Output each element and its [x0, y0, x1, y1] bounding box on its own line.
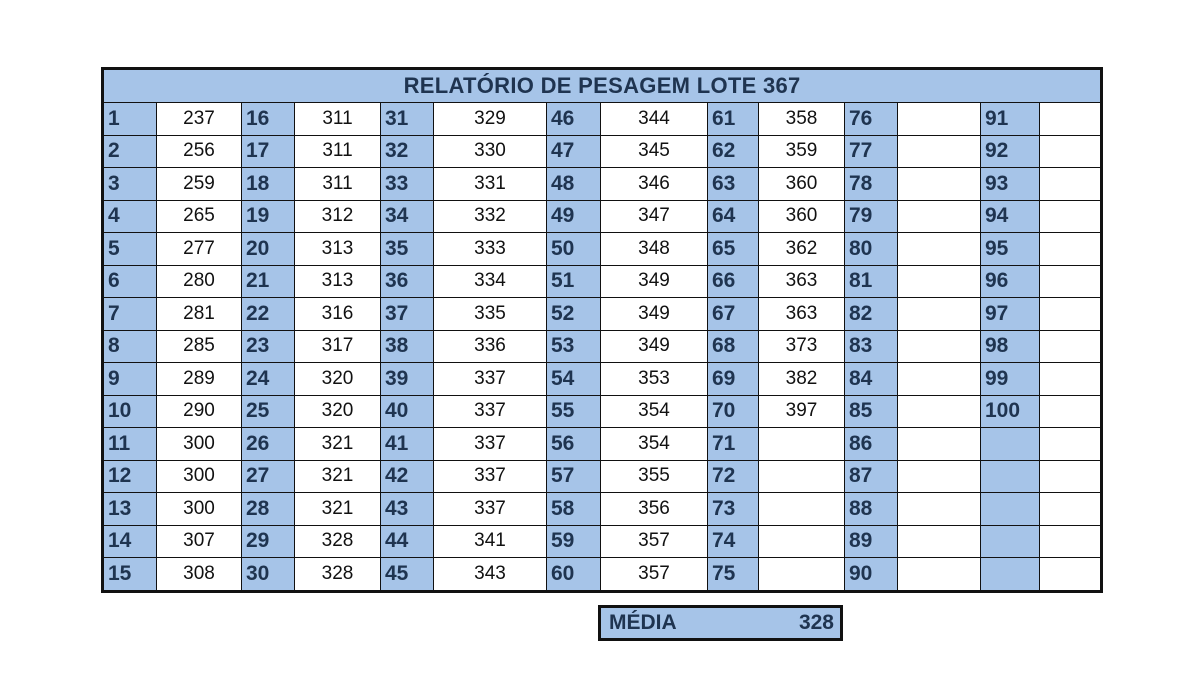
weight-value-cell: [898, 395, 981, 428]
weight-value-cell: 317: [295, 330, 381, 363]
weight-value-cell: 347: [601, 200, 708, 233]
weight-value-cell: 354: [601, 428, 708, 461]
animal-number-cell: 45: [381, 558, 434, 592]
animal-number-cell: 43: [381, 493, 434, 526]
weight-value-cell: 289: [157, 363, 242, 396]
animal-number-cell: [981, 525, 1040, 558]
weight-value-cell: [759, 525, 845, 558]
weight-value-cell: 300: [157, 493, 242, 526]
animal-number-cell: 46: [547, 103, 601, 136]
weight-value-cell: 337: [434, 395, 547, 428]
weight-value-cell: 311: [295, 103, 381, 136]
animal-number-cell: 9: [103, 363, 157, 396]
weight-value-cell: 345: [601, 135, 708, 168]
animal-number-cell: 7: [103, 298, 157, 331]
animal-number-cell: 26: [242, 428, 295, 461]
animal-number-cell: 52: [547, 298, 601, 331]
animal-number-cell: 61: [708, 103, 759, 136]
animal-number-cell: 68: [708, 330, 759, 363]
weight-value-cell: [1040, 460, 1102, 493]
animal-number-cell: 34: [381, 200, 434, 233]
report-body: [103, 103, 1102, 592]
weight-value-cell: 348: [601, 233, 708, 266]
animal-number-cell: 87: [845, 460, 898, 493]
weight-value-cell: 331: [434, 168, 547, 201]
weight-value-cell: [1040, 265, 1102, 298]
animal-number-cell: 8: [103, 330, 157, 363]
animal-number-cell: 16: [242, 103, 295, 136]
animal-number-cell: 79: [845, 200, 898, 233]
animal-number-cell: 82: [845, 298, 898, 331]
animal-number-cell: 33: [381, 168, 434, 201]
weight-value-cell: 320: [295, 363, 381, 396]
weight-value-cell: [898, 363, 981, 396]
animal-number-cell: 37: [381, 298, 434, 331]
weight-value-cell: [759, 558, 845, 592]
table-row: [103, 135, 1102, 168]
weight-value-cell: 357: [601, 558, 708, 592]
weight-value-cell: 332: [434, 200, 547, 233]
animal-number-cell: 54: [547, 363, 601, 396]
animal-number-cell: 6: [103, 265, 157, 298]
weight-value-cell: 285: [157, 330, 242, 363]
animal-number-cell: 39: [381, 363, 434, 396]
weight-value-cell: [898, 558, 981, 592]
average-summary: [598, 605, 843, 641]
animal-number-cell: 2: [103, 135, 157, 168]
animal-number-cell: 66: [708, 265, 759, 298]
animal-number-cell: 19: [242, 200, 295, 233]
animal-number-cell: 93: [981, 168, 1040, 201]
weight-value-cell: [1040, 525, 1102, 558]
animal-number-cell: 18: [242, 168, 295, 201]
animal-number-cell: 47: [547, 135, 601, 168]
animal-number-cell: 63: [708, 168, 759, 201]
animal-number-cell: 53: [547, 330, 601, 363]
animal-number-cell: 31: [381, 103, 434, 136]
animal-number-cell: 80: [845, 233, 898, 266]
weight-value-cell: 373: [759, 330, 845, 363]
animal-number-cell: 10: [103, 395, 157, 428]
animal-number-cell: 22: [242, 298, 295, 331]
animal-number-cell: 25: [242, 395, 295, 428]
animal-number-cell: 40: [381, 395, 434, 428]
animal-number-cell: 83: [845, 330, 898, 363]
animal-number-cell: 75: [708, 558, 759, 592]
weight-value-cell: 329: [434, 103, 547, 136]
average-label: MÉDIA: [609, 611, 677, 634]
weight-value-cell: 337: [434, 428, 547, 461]
animal-number-cell: 12: [103, 460, 157, 493]
animal-number-cell: [981, 558, 1040, 592]
animal-number-cell: 57: [547, 460, 601, 493]
animal-number-cell: 59: [547, 525, 601, 558]
animal-number-cell: 96: [981, 265, 1040, 298]
weight-value-cell: [1040, 168, 1102, 201]
animal-number-cell: 35: [381, 233, 434, 266]
animal-number-cell: 67: [708, 298, 759, 331]
animal-number-cell: 86: [845, 428, 898, 461]
weight-value-cell: 313: [295, 265, 381, 298]
weight-value-cell: 337: [434, 460, 547, 493]
weight-value-cell: 341: [434, 525, 547, 558]
weight-value-cell: 312: [295, 200, 381, 233]
weight-value-cell: [898, 168, 981, 201]
weight-value-cell: 346: [601, 168, 708, 201]
animal-number-cell: [981, 460, 1040, 493]
animal-number-cell: 62: [708, 135, 759, 168]
table-row: [103, 298, 1102, 331]
table-row: [103, 493, 1102, 526]
animal-number-cell: 14: [103, 525, 157, 558]
weight-value-cell: 382: [759, 363, 845, 396]
weight-value-cell: 328: [295, 525, 381, 558]
animal-number-cell: 94: [981, 200, 1040, 233]
animal-number-cell: 73: [708, 493, 759, 526]
animal-number-cell: 71: [708, 428, 759, 461]
animal-number-cell: 44: [381, 525, 434, 558]
animal-number-cell: 55: [547, 395, 601, 428]
weighing-report-table: [101, 67, 1103, 593]
weight-value-cell: 362: [759, 233, 845, 266]
table-row: [103, 200, 1102, 233]
weight-value-cell: 349: [601, 298, 708, 331]
animal-number-cell: 3: [103, 168, 157, 201]
report-title: RELATÓRIO DE PESAGEM LOTE 367: [103, 69, 1102, 103]
weight-value-cell: 337: [434, 363, 547, 396]
weight-value-cell: 308: [157, 558, 242, 592]
weight-value-cell: [1040, 363, 1102, 396]
animal-number-cell: 56: [547, 428, 601, 461]
animal-number-cell: 20: [242, 233, 295, 266]
weight-value-cell: [898, 200, 981, 233]
weight-value-cell: [1040, 103, 1102, 136]
animal-number-cell: 30: [242, 558, 295, 592]
weight-value-cell: 280: [157, 265, 242, 298]
animal-number-cell: 98: [981, 330, 1040, 363]
animal-number-cell: 23: [242, 330, 295, 363]
weight-value-cell: [759, 460, 845, 493]
weight-value-cell: 321: [295, 493, 381, 526]
weight-value-cell: 337: [434, 493, 547, 526]
weight-value-cell: [898, 330, 981, 363]
animal-number-cell: 60: [547, 558, 601, 592]
animal-number-cell: 90: [845, 558, 898, 592]
animal-number-cell: 38: [381, 330, 434, 363]
weight-value-cell: 328: [295, 558, 381, 592]
weight-value-cell: [1040, 298, 1102, 331]
animal-number-cell: [981, 428, 1040, 461]
weight-value-cell: 311: [295, 168, 381, 201]
weight-value-cell: 237: [157, 103, 242, 136]
animal-number-cell: 4: [103, 200, 157, 233]
animal-number-cell: 70: [708, 395, 759, 428]
weight-value-cell: 300: [157, 460, 242, 493]
animal-number-cell: 49: [547, 200, 601, 233]
weight-value-cell: [898, 233, 981, 266]
animal-number-cell: 72: [708, 460, 759, 493]
weight-value-cell: 259: [157, 168, 242, 201]
table-row: [103, 525, 1102, 558]
weight-value-cell: [1040, 493, 1102, 526]
weight-value-cell: 334: [434, 265, 547, 298]
animal-number-cell: 69: [708, 363, 759, 396]
weight-value-cell: 335: [434, 298, 547, 331]
weight-value-cell: 307: [157, 525, 242, 558]
weight-value-cell: 358: [759, 103, 845, 136]
animal-number-cell: 13: [103, 493, 157, 526]
animal-number-cell: 17: [242, 135, 295, 168]
animal-number-cell: 51: [547, 265, 601, 298]
weight-value-cell: [898, 103, 981, 136]
table-row: [103, 168, 1102, 201]
weight-value-cell: 363: [759, 265, 845, 298]
animal-number-cell: 5: [103, 233, 157, 266]
animal-number-cell: 29: [242, 525, 295, 558]
animal-number-cell: 76: [845, 103, 898, 136]
animal-number-cell: 74: [708, 525, 759, 558]
table-row: [103, 363, 1102, 396]
weight-value-cell: 265: [157, 200, 242, 233]
weight-value-cell: [1040, 233, 1102, 266]
weight-value-cell: 363: [759, 298, 845, 331]
weight-value-cell: [1040, 330, 1102, 363]
weight-value-cell: 344: [601, 103, 708, 136]
animal-number-cell: 99: [981, 363, 1040, 396]
animal-number-cell: 41: [381, 428, 434, 461]
weight-value-cell: 360: [759, 200, 845, 233]
animal-number-cell: 100: [981, 395, 1040, 428]
weight-value-cell: 277: [157, 233, 242, 266]
weight-value-cell: 290: [157, 395, 242, 428]
table-row: [103, 103, 1102, 136]
weight-value-cell: 316: [295, 298, 381, 331]
weight-value-cell: 321: [295, 428, 381, 461]
weight-value-cell: 336: [434, 330, 547, 363]
weight-value-cell: [1040, 558, 1102, 592]
animal-number-cell: 21: [242, 265, 295, 298]
animal-number-cell: 65: [708, 233, 759, 266]
weight-value-cell: 313: [295, 233, 381, 266]
weight-value-cell: 300: [157, 428, 242, 461]
weight-value-cell: [1040, 428, 1102, 461]
table-row: [103, 428, 1102, 461]
table-row: [103, 265, 1102, 298]
animal-number-cell: 88: [845, 493, 898, 526]
weight-value-cell: [898, 135, 981, 168]
weight-value-cell: [1040, 395, 1102, 428]
animal-number-cell: 92: [981, 135, 1040, 168]
animal-number-cell: 28: [242, 493, 295, 526]
weight-value-cell: 343: [434, 558, 547, 592]
table-row: [103, 233, 1102, 266]
weight-value-cell: [1040, 200, 1102, 233]
weight-value-cell: 321: [295, 460, 381, 493]
animal-number-cell: 85: [845, 395, 898, 428]
weight-value-cell: 330: [434, 135, 547, 168]
weight-value-cell: 311: [295, 135, 381, 168]
animal-number-cell: 77: [845, 135, 898, 168]
weight-value-cell: 349: [601, 265, 708, 298]
weight-value-cell: 355: [601, 460, 708, 493]
animal-number-cell: 97: [981, 298, 1040, 331]
weight-value-cell: [898, 298, 981, 331]
weight-value-cell: [898, 460, 981, 493]
animal-number-cell: 11: [103, 428, 157, 461]
animal-number-cell: 84: [845, 363, 898, 396]
animal-number-cell: 15: [103, 558, 157, 592]
animal-number-cell: 78: [845, 168, 898, 201]
table-row: [103, 558, 1102, 592]
average-value: 328: [798, 611, 834, 634]
weight-value-cell: 353: [601, 363, 708, 396]
animal-number-cell: 48: [547, 168, 601, 201]
animal-number-cell: 27: [242, 460, 295, 493]
animal-number-cell: 64: [708, 200, 759, 233]
weight-value-cell: 360: [759, 168, 845, 201]
weight-value-cell: [759, 493, 845, 526]
table-row: [103, 330, 1102, 363]
animal-number-cell: 36: [381, 265, 434, 298]
animal-number-cell: 32: [381, 135, 434, 168]
animal-number-cell: 91: [981, 103, 1040, 136]
weight-value-cell: [898, 428, 981, 461]
animal-number-cell: 24: [242, 363, 295, 396]
weight-value-cell: 359: [759, 135, 845, 168]
weight-value-cell: 397: [759, 395, 845, 428]
animal-number-cell: 89: [845, 525, 898, 558]
weight-value-cell: 354: [601, 395, 708, 428]
animal-number-cell: 95: [981, 233, 1040, 266]
weight-value-cell: 349: [601, 330, 708, 363]
weight-value-cell: [759, 428, 845, 461]
weight-value-cell: [898, 493, 981, 526]
animal-number-cell: 58: [547, 493, 601, 526]
weight-value-cell: 357: [601, 525, 708, 558]
weight-value-cell: [898, 265, 981, 298]
weight-value-cell: [898, 525, 981, 558]
table-row: [103, 460, 1102, 493]
weight-value-cell: 281: [157, 298, 242, 331]
weight-value-cell: [1040, 135, 1102, 168]
animal-number-cell: 1: [103, 103, 157, 136]
animal-number-cell: 42: [381, 460, 434, 493]
animal-number-cell: 50: [547, 233, 601, 266]
table-row: [103, 395, 1102, 428]
weight-value-cell: 256: [157, 135, 242, 168]
weight-value-cell: 333: [434, 233, 547, 266]
weight-value-cell: 320: [295, 395, 381, 428]
animal-number-cell: 81: [845, 265, 898, 298]
weight-value-cell: 356: [601, 493, 708, 526]
animal-number-cell: [981, 493, 1040, 526]
